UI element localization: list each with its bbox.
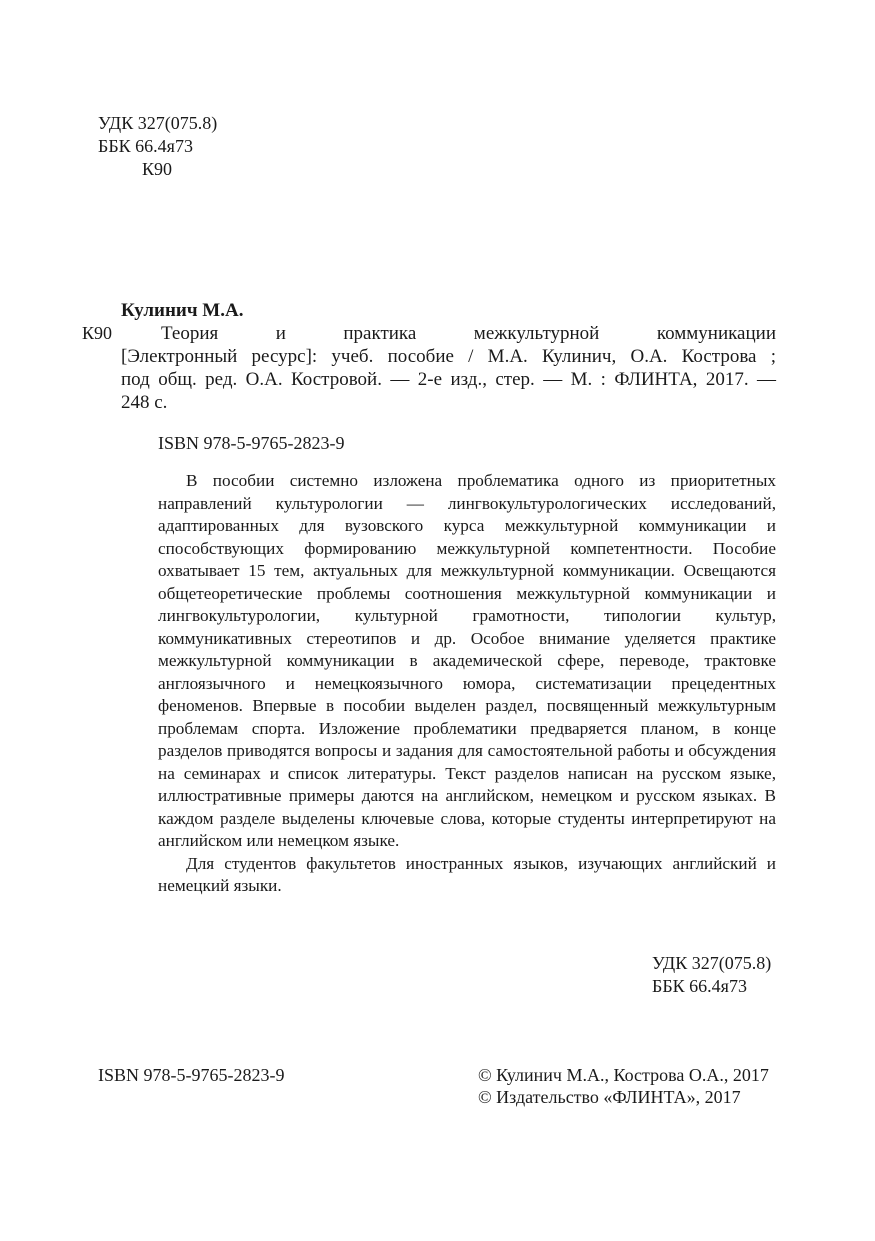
bbk-code: ББК 66.4я73 [98,136,193,156]
top-classification-codes [98,112,217,181]
bibliographic-record [121,322,776,414]
annotation-paragraph: В пособии системно изложена проблематика одного из приоритетных направлений культурологии — лингвокультурологических исследований, адаптированных для вузовского курса межкультурной коммуникации и способствующих формированию межкультурной компетентности. Пособие охватывает 15 тем, актуальных для межкультурной коммуникации. Освещаются общетеоретические проблемы соотношения межкультурной коммуникации и лингвокультурологии, культурной грамотности, типологии культур, коммуникативных стереотипов и др. Особое внимание уделяется практике межкультурной коммуникации в академической сфере, переводе, трактовке англоязычного и немецкоязычного юмора, систематизации прецедентных феноменов. Впервые в пособии выделен раздел, посвященный межкультурным проблемам спорта. Изложение проблематики предваряется планом, в конце разделов приводятся вопросы и задания для самостоятельной работы и обсуждения на семинарах и список литературы. Текст разделов написан на русском языке, иллюстративные примеры даются на английском, немецком и русском языках. В каждом разделе выделены ключевые слова, которые студенты интерпретируют на английском или немецком языке. [158,471,776,850]
page-count: 248 с. [121,392,168,413]
udk-code-bottom: УДК 327(075.8) [652,953,772,973]
udk-code: УДК 327(075.8) [98,113,218,133]
record-line-3: под общ. ред. О.А. Костровой. — 2-е изд., стер. — М. : ФЛИНТА, 2017. — [121,369,776,390]
isbn-footer: ISBN 978-5-9765-2823-9 [98,1065,285,1085]
cutter-mark: К90 [82,323,113,343]
bottom-classification-codes [652,952,771,998]
copyright-block [478,1064,769,1108]
bbk-code-bottom: ББК 66.4я73 [652,976,747,996]
title-line: Теория и практика межкультурной коммуникации [161,323,776,344]
author-name: Кулинич М.А. [121,300,244,321]
copyright-publisher: © Издательство «ФЛИНТА», 2017 [478,1087,741,1107]
cutter-code: К90 [142,159,173,179]
record-line-2: [Электронный ресурс]: учеб. пособие / М.А. Кулинич, О.А. Кострова ; [121,346,776,367]
isbn-record: ISBN 978-5-9765-2823-9 [158,433,345,453]
audience-paragraph: Для студентов факультетов иностранных языков, изучающих английский и немецкий языки. [158,853,776,895]
copyright-authors: © Кулинич М.А., Кострова О.А., 2017 [478,1065,769,1085]
annotation [158,470,776,898]
